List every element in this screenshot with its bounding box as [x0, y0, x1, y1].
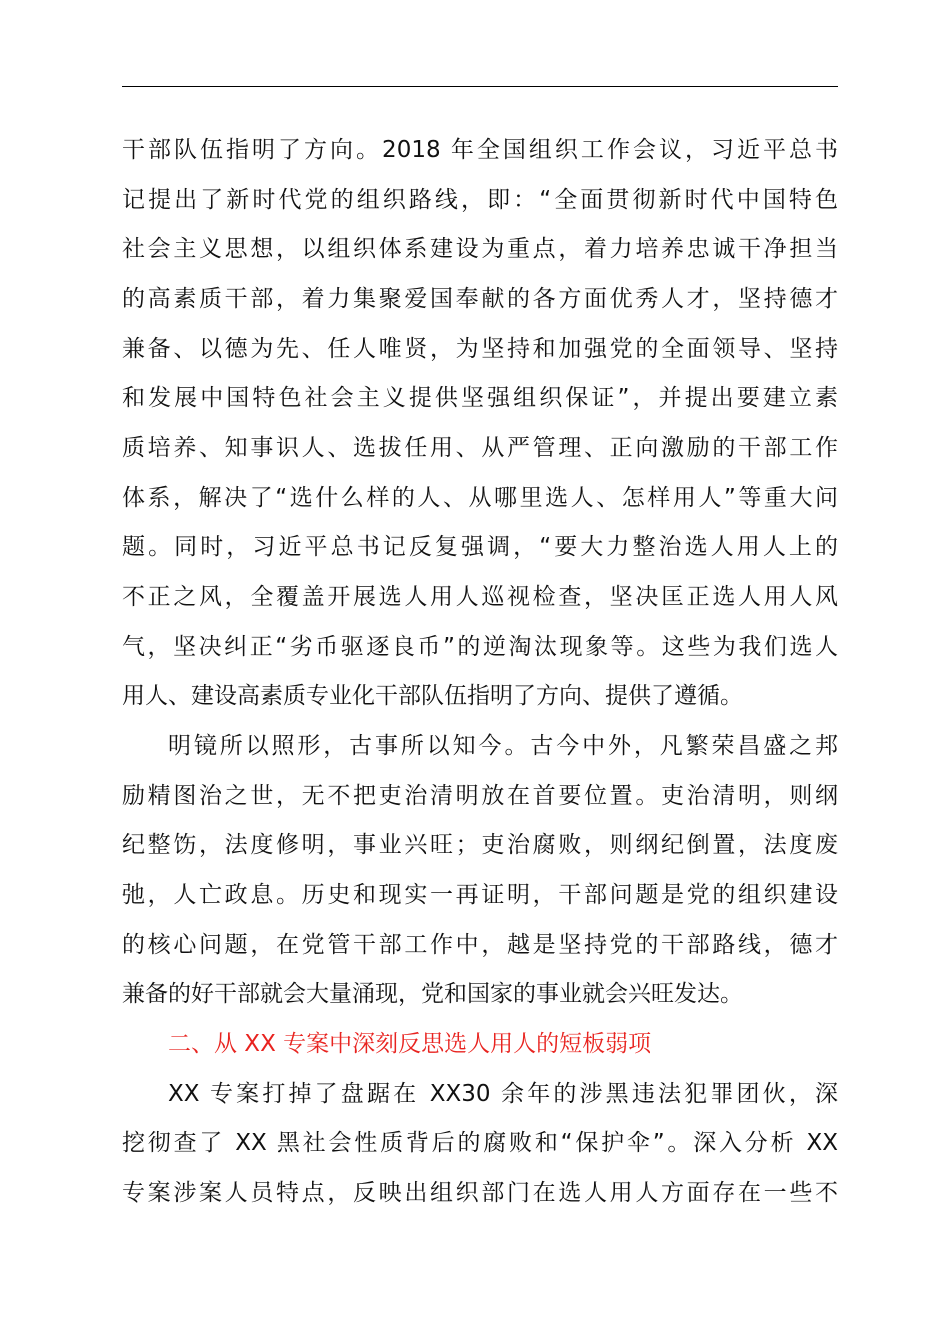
body-line: 干部队伍指明了方向。2018 年全国组织工作会议，习近平总书	[122, 137, 838, 163]
paragraph-start-line: 明镜所以照形，古事所以知今。古今中外，凡繁荣昌盛之邦	[168, 733, 838, 759]
header-rule	[122, 86, 838, 87]
body-line: 质培养、知事识人、选拔任用、从严管理、正向激励的干部工作	[122, 435, 838, 461]
body-line: 和发展中国特色社会主义提供坚强组织保证”，并提出要建立素	[122, 385, 838, 411]
body-line: 体系，解决了“选什么样的人、从哪里选人、怎样用人”等重大问	[122, 485, 838, 511]
body-line: 专案涉案人员特点，反映出组织部门在选人用人方面存在一些不	[122, 1180, 838, 1206]
body-line: 的高素质干部，着力集聚爱国奉献的各方面优秀人才，坚持德才	[122, 286, 838, 312]
body-line: 题。同时，习近平总书记反复强调，“要大力整治选人用人上的	[122, 534, 838, 560]
body-line: 用人、建设高素质专业化干部队伍指明了方向、提供了遵循。	[122, 683, 743, 709]
body-line: 气，坚决纠正“劣币驱逐良币”的逆淘汰现象等。这些为我们选人	[122, 634, 838, 660]
body-line: 纪整饬，法度修明，事业兴旺；吏治腐败，则纲纪倒置，法度废	[122, 832, 838, 858]
body-line: 励精图治之世，无不把吏治清明放在首要位置。吏治清明，则纲	[122, 783, 838, 809]
body-line: 挖彻查了 XX 黑社会性质背后的腐败和“保护伞”。深入分析 XX	[122, 1130, 838, 1156]
body-line: 弛，人亡政息。历史和现实一再证明，干部问题是党的组织建设	[122, 882, 838, 908]
body-line: 兼备的好干部就会大量涌现，党和国家的事业就会兴旺发达。	[122, 981, 743, 1007]
body-line: 记提出了新时代党的组织路线，即：“全面贯彻新时代中国特色	[122, 187, 838, 213]
section-heading: 二、从 XX 专案中深刻反思选人用人的短板弱项	[168, 1031, 652, 1057]
body-line: 的核心问题，在党管干部工作中，越是坚持党的干部路线，德才	[122, 932, 838, 958]
body-line: 社会主义思想，以组织体系建设为重点，着力培养忠诚干净担当	[122, 236, 838, 262]
paragraph-start-line: XX 专案打掉了盘踞在 XX30 余年的涉黑违法犯罪团伙，深	[168, 1081, 838, 1107]
body-line: 不正之风，全覆盖开展选人用人巡视检查，坚决匡正选人用人风	[122, 584, 838, 610]
body-line: 兼备、以德为先、任人唯贤，为坚持和加强党的全面领导、坚持	[122, 336, 838, 362]
